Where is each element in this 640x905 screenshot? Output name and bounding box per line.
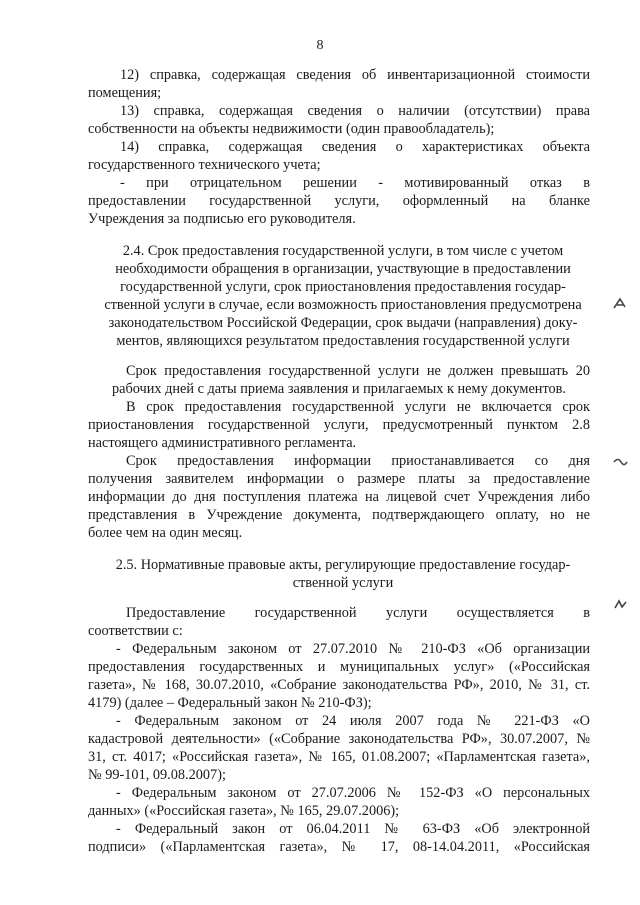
text-line: данных» («Российская газета», № 165, 29.07.2006);: [88, 803, 400, 819]
text-line: - Федеральным законом от 27.07.2006 № 152-ФЗ «О персональных: [116, 785, 590, 801]
text-line: предоставления государственных и муниципальных услуг» («Российская: [88, 659, 590, 675]
text-line: помещения;: [88, 85, 162, 101]
text-line: - Федеральным законом от 27.07.2010 № 210-ФЗ «Об организации: [116, 641, 590, 657]
section-heading-line: ственной услуги: [292, 575, 394, 591]
section-heading-line: ственной услуги в случае, если возможность приостановления предусмотрена: [104, 297, 582, 313]
text-line: 13) справка, содержащая сведения о наличии (отсутствии) права: [120, 103, 590, 119]
text-line: получения заявителем информации о размере платы за предоставление: [88, 471, 590, 487]
section-heading-line: 2.5. Нормативные правовые акты, регулирующие предоставление государ-: [115, 557, 571, 573]
text-line: собственности на объекты недвижимости (один правообладатель);: [88, 121, 495, 137]
text-line: приостановления государственной услуги, предусмотренный пунктом 2.8: [88, 417, 590, 433]
section-heading-line: необходимости обращения в организации, участвующие в предоставлении: [115, 261, 571, 277]
text-line: подписи» («Парламентская газета», № 17, 08-14.04.2011, «Российская: [88, 839, 590, 855]
text-line: - Федеральным законом от 24 июля 2007 года № 221-ФЗ «О: [116, 713, 590, 729]
margin-mark-icon: [612, 296, 628, 315]
section-heading-line: государственной услуги, срок приостановления предоставления государ-: [120, 279, 566, 295]
margin-mark-icon: [612, 598, 628, 615]
text-line: соответствии с:: [88, 623, 183, 639]
text-line: № 99-101, 09.08.2007);: [88, 767, 226, 783]
text-line: более чем на один месяц.: [88, 525, 243, 541]
text-line: представления в Учреждение документа, подтверждающего оплату, но не: [88, 507, 590, 523]
text-line: 4179) (далее – Федеральный закон № 210-ФЗ);: [88, 695, 372, 711]
text-line: государственного технического учета;: [88, 157, 321, 173]
text-line: настоящего административного регламента.: [88, 435, 357, 451]
text-line: 31, ст. 4017; «Российская газета», № 165, 01.08.2007; «Парламентская газета»,: [88, 749, 590, 765]
page-number: 8: [316, 38, 324, 53]
text-line: Предоставление государственной услуги осуществляется в: [126, 605, 590, 621]
text-line: рабочих дней с даты приема заявления и прилагаемых к нему документов.: [111, 381, 566, 397]
text-line: Срок предоставления информации приостанавливается со дня: [126, 453, 590, 469]
text-line: кадастровой деятельности» («Собрание законодательства РФ», 30.07.2007, №: [88, 731, 590, 747]
text-line: - при отрицательном решении - мотивированный отказ в: [120, 175, 590, 191]
text-line: Срок предоставления государственной услуги не должен превышать 20: [126, 363, 590, 379]
text-line: 12) справка, содержащая сведения об инвентаризационной стоимости: [120, 67, 590, 83]
text-line: предоставлении государственной услуги, оформленный на бланке: [88, 193, 590, 209]
text-line: 14) справка, содержащая сведения о характеристиках объекта: [120, 139, 590, 155]
text-line: Учреждения за подписью его руководителя.: [88, 211, 356, 227]
margin-mark-icon: [612, 456, 628, 471]
section-heading-line: законодательством Российской Федерации, срок выдачи (направления) доку-: [108, 315, 578, 331]
text-line: В срок предоставления государственной услуги не включается срок: [126, 399, 590, 415]
text-line: газета», № 168, 30.07.2010, «Собрание законодательства РФ», 2010, № 31, ст.: [88, 677, 590, 693]
section-heading-line: ментов, являющихся результатом предоставления государственной услуги: [116, 333, 570, 349]
text-line: информации до дня поступления платежа на лицевой счет Учреждения либо: [88, 489, 590, 505]
text-line: - Федеральный закон от 06.04.2011 № 63-ФЗ «Об электронной: [116, 821, 590, 837]
section-heading-line: 2.4. Срок предоставления государственной услуги, в том числе с учетом: [122, 243, 564, 259]
